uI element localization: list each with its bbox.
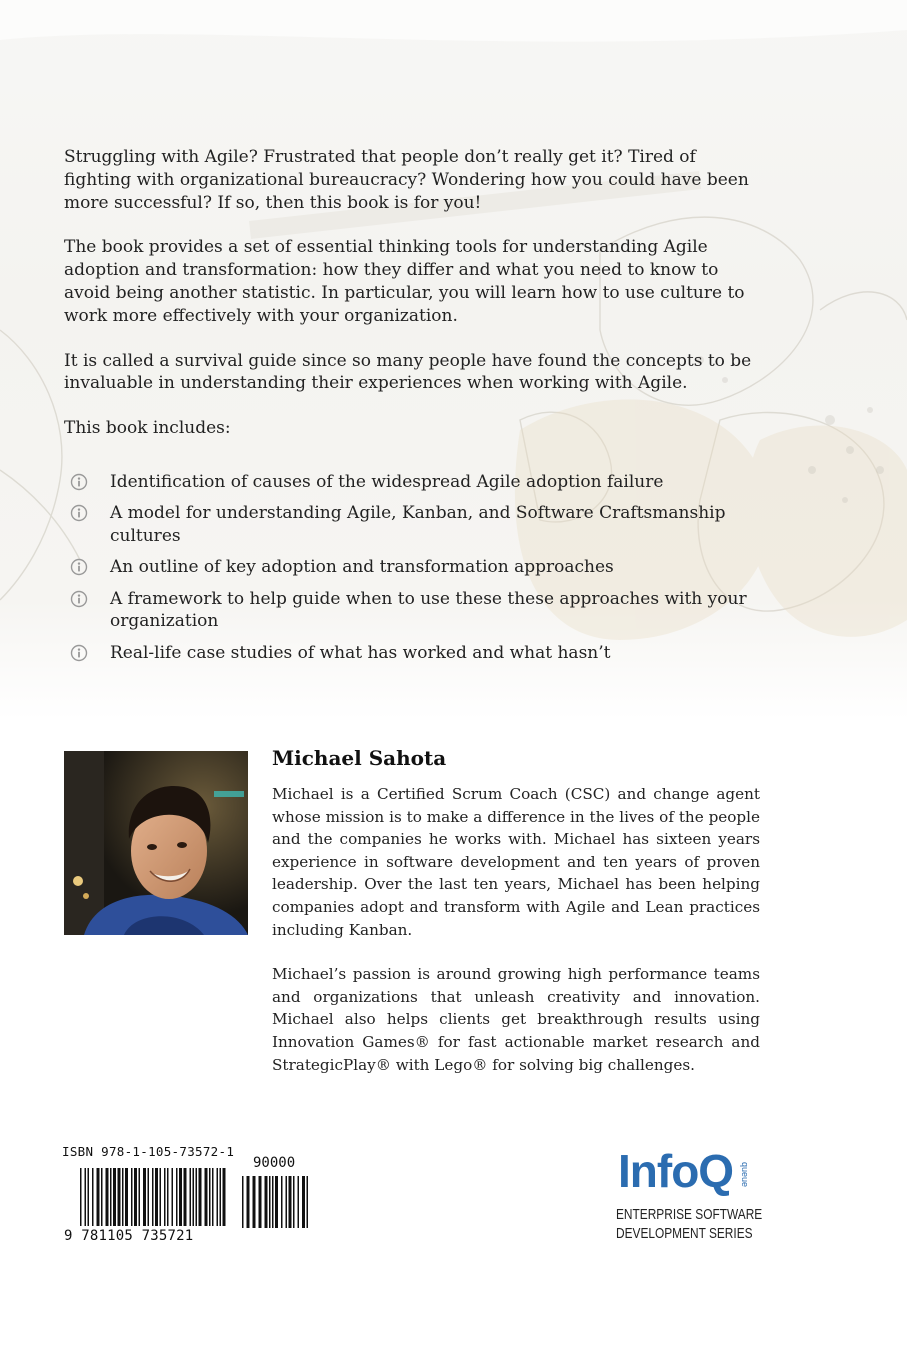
series-line: ENTERPRISE SOFTWARE [616,1207,763,1223]
info-bullet-icon [70,473,88,491]
barcode-addon-digits: 90000 [253,1155,296,1171]
feature-text: A framework to help guide when to use these these approaches with your organization [110,588,747,632]
feature-item [70,556,770,579]
author-bio [272,783,760,1098]
series-title [616,1206,762,1244]
feature-item [70,642,770,665]
includes-heading: This book includes: [64,418,231,439]
feature-text: An outline of key adoption and transformation approaches [110,557,614,578]
isbn-label: ISBN 978-1-105-73572-1 [62,1144,235,1159]
info-bullet-icon [70,558,88,576]
feature-text: A model for understanding Agile, Kanban, and Software Craftsmanship cultures [110,503,726,547]
feature-item [70,502,770,548]
feature-list [70,471,770,673]
bio-paragraph: Michael’s passion is around growing high performance teams and organizations that unleash creativity and innovation. Michael also helps clients get breakthrough results using Innovation Games® for fast actionable market research and StrategicPlay® with Lego® for solving big challenges. [272,965,760,1074]
intro-paragraph: Struggling with Agile? Frustrated that people don’t really get it? Tired of fighting with organizational bureaucracy? Wondering how you could have been more successful? If so, then this book is for you! [64,147,749,213]
barcode-digits: 9 781105 735721 [64,1228,194,1244]
info-bullet-icon [70,590,88,608]
bio-paragraph: Michael is a Certified Scrum Coach (CSC) and change agent whose mission is to make a difference in the lives of the people and the companies he works with. Michael has sixteen years experience in software development and ten years of proven leadership. Over the last ten years, Michael has been helping companies adopt and transform with Agile and Lean practices including Kanban. [272,785,760,939]
series-line: DEVELOPMENT SERIES [616,1226,753,1242]
feature-item [70,588,770,634]
feature-text: Identification of causes of the widespread Agile adoption failure [110,472,664,492]
info-bullet-icon [70,504,88,522]
intro-paragraph: The book provides a set of essential thinking tools for understanding Agile adoption and transformation: how they differ and what you need to know to avoid being another statistic. In particular, you will learn how to use culture to work more effectively with your organization. [64,237,745,326]
intro-text [64,146,764,462]
feature-item [70,471,770,494]
infoq-logo-tag: queue [740,1162,750,1188]
intro-paragraph: It is called a survival guide since so many people have found the concepts to be invaluable in understanding their experiences when working with Agile. [64,350,752,394]
feature-text: Real-life case studies of what has worked and what hasn’t [110,642,611,663]
isbn-barcode [64,1168,314,1228]
author-photo [64,751,248,935]
infoq-logo: InfoQ [618,1145,734,1197]
info-bullet-icon [70,644,88,662]
author-name: Michael Sahota [272,746,447,770]
